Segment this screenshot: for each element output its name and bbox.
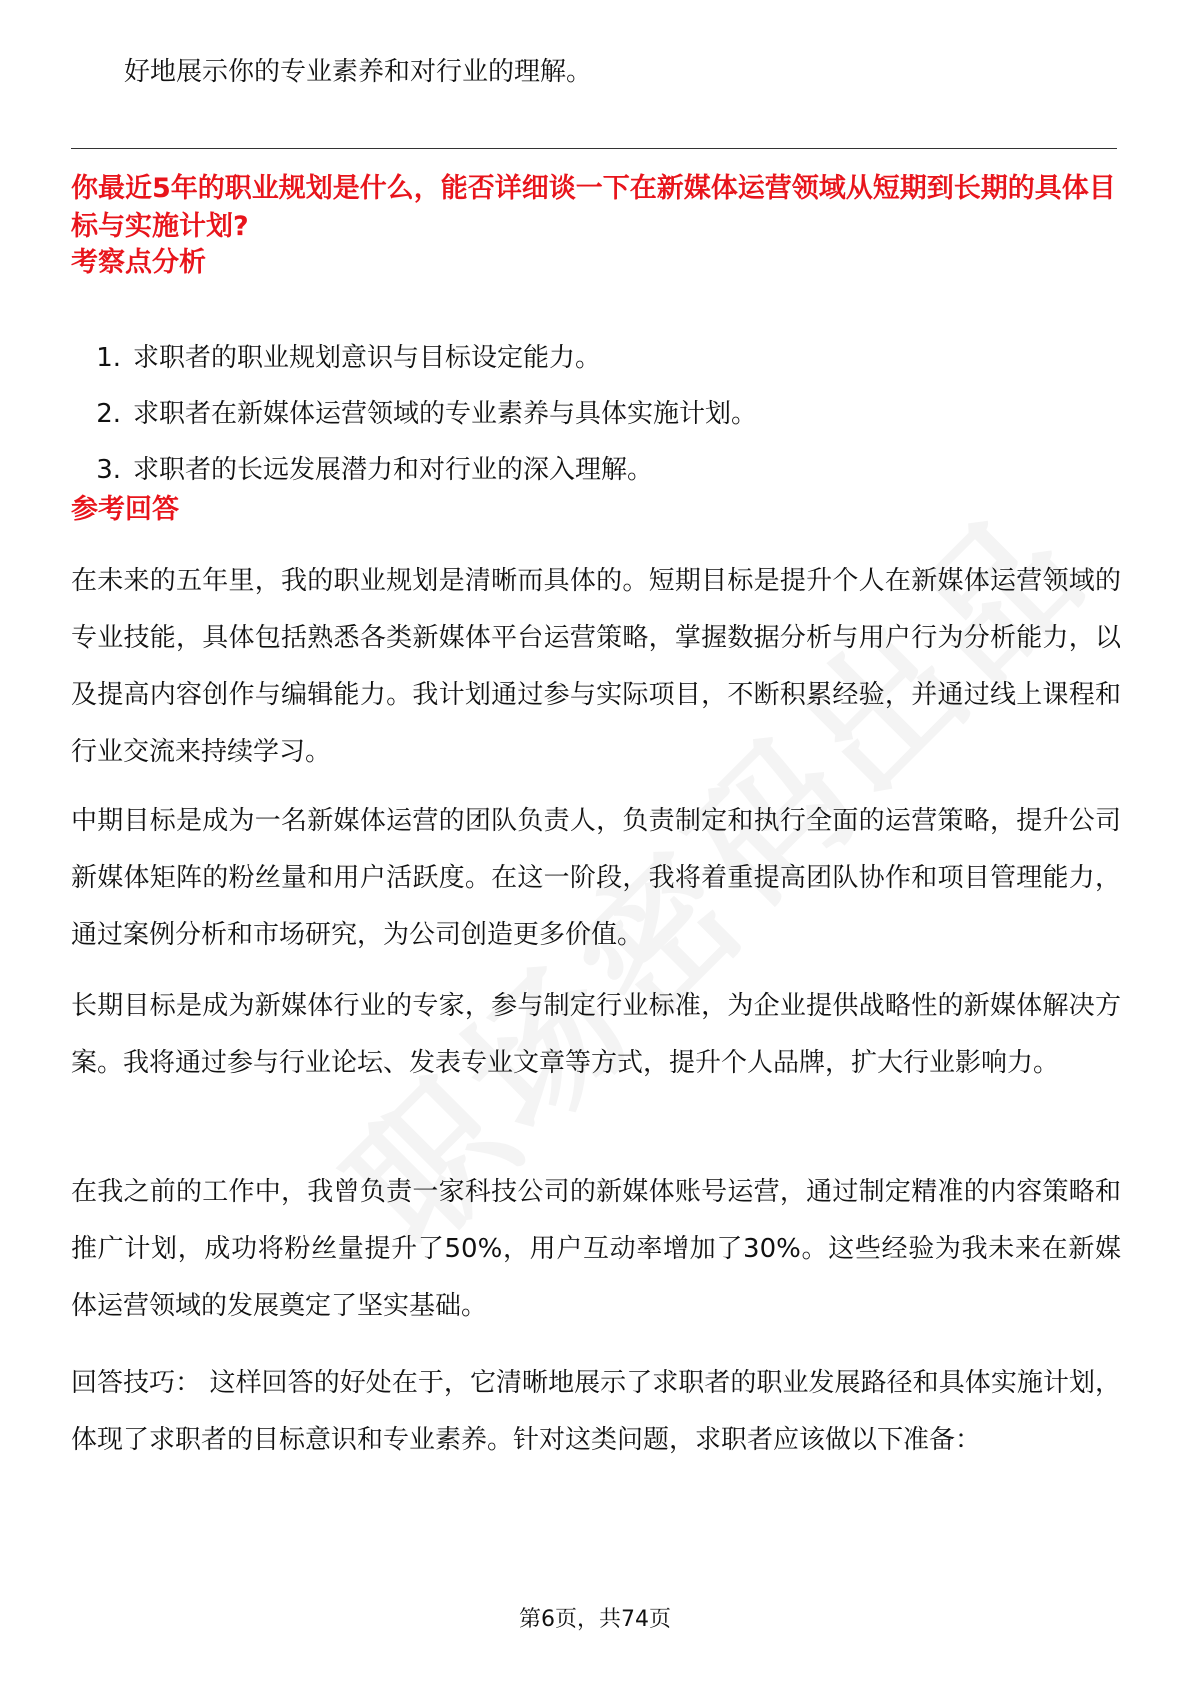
analysis-list xyxy=(71,336,1111,504)
list-item xyxy=(71,392,1111,448)
list-item xyxy=(71,336,1111,392)
continuation-text: 好地展示你的专业素养和对行业的理解。 xyxy=(124,57,593,87)
question-heading: 你最近5年的职业规划是什么，能否详细谈一下在新媒体运营领域从短期到长期的具体目标与实施计划? xyxy=(71,173,1116,242)
answer-tips-paragraph: 回答技巧： 这样回答的好处在于，它清晰地展示了求职者的职业发展路径和具体实施计划，体现了求职者的目标意识和专业素养。针对这类问题，求职者应该做以下准备： xyxy=(71,1368,1121,1455)
list-item-number: 1. xyxy=(96,343,121,373)
list-item-text: 求职者的长远发展潜力和对行业的深入理解。 xyxy=(133,455,654,485)
answer-heading: 参考回答 xyxy=(71,494,179,525)
list-item-text: 求职者在新媒体运营领域的专业素养与具体实施计划。 xyxy=(133,399,758,429)
answer-paragraph-4: 在我之前的工作中，我曾负责一家科技公司的新媒体账号运营，通过制定精准的内容策略和推广计划，成功将粉丝量提升了50%，用户互动率增加了30%。这些经验为我未来在新媒体运营领域的发展奠定了坚实基础。 xyxy=(71,1177,1121,1321)
list-item-number: 3. xyxy=(96,455,121,485)
list-item xyxy=(71,448,1111,504)
list-item-text: 求职者的职业规划意识与目标设定能力。 xyxy=(133,343,602,373)
section-divider xyxy=(71,148,1117,149)
analysis-heading: 考察点分析 xyxy=(71,247,206,278)
page-number: 第6页，共74页 xyxy=(519,1607,671,1632)
answer-paragraph-3: 长期目标是成为新媒体行业的专家，参与制定行业标准，为企业提供战略性的新媒体解决方案。我将通过参与行业论坛、发表专业文章等方式，提升个人品牌，扩大行业影响力。 xyxy=(71,991,1121,1078)
answer-paragraph-2: 中期目标是成为一名新媒体运营的团队负责人，负责制定和执行全面的运营策略，提升公司新媒体矩阵的粉丝量和用户活跃度。在这一阶段，我将着重提高团队协作和项目管理能力，通过案例分析和市场研究，为公司创造更多价值。 xyxy=(71,806,1121,950)
answer-paragraph-1: 在未来的五年里，我的职业规划是清晰而具体的。短期目标是提升个人在新媒体运营领域的专业技能，具体包括熟悉各类新媒体平台运营策略，掌握数据分析与用户行为分析能力，以及提高内容创作与编辑能力。我计划通过参与实际项目，不断积累经验，并通过线上课程和行业交流来持续学习。 xyxy=(71,566,1121,767)
list-item-number: 2. xyxy=(96,399,121,429)
